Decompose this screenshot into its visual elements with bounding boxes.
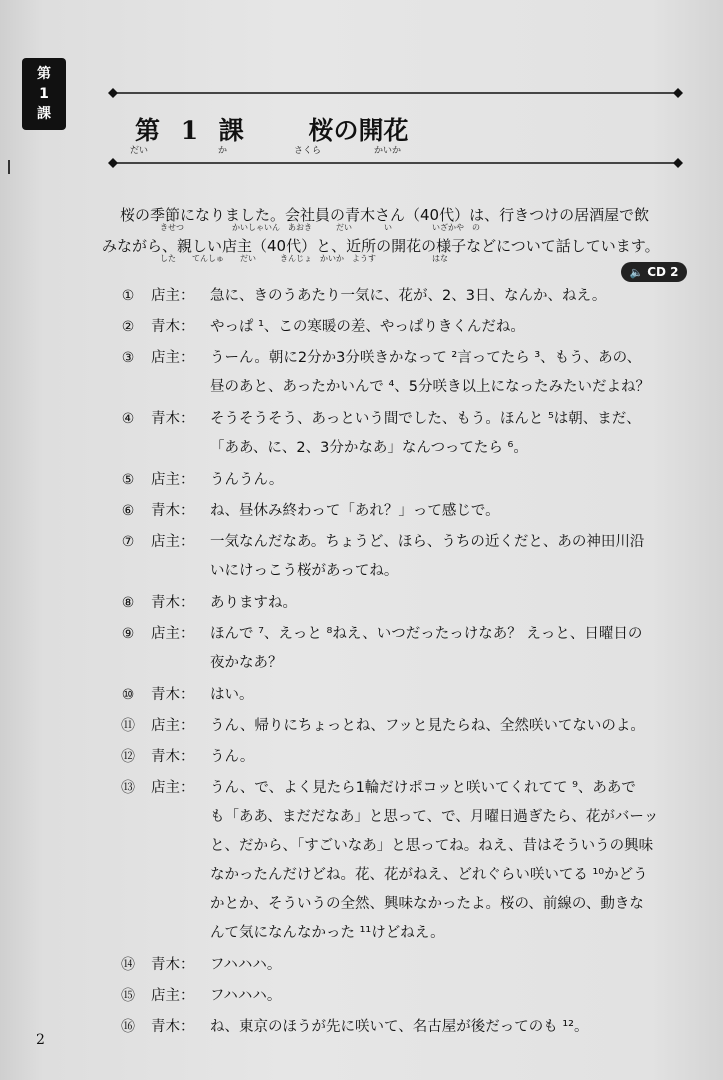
utterance-text: はい。	[210, 687, 254, 703]
line-number: ②	[121, 319, 135, 335]
utterance-text: そうそうそう、あっという間でした、もう。ほんと ⁵は朝、まだ、	[210, 411, 641, 427]
utterance-text: やっぱ ¹、この寒暖の差、やっぱりきくんだね。	[210, 319, 525, 335]
line-number: ⑤	[121, 472, 135, 488]
utterance-text: 「ああ、に、2、3分かなあ」なんつってたら ⁶。	[210, 440, 528, 456]
line-number: ⑥	[121, 503, 135, 519]
speaker-name: 青木：	[151, 687, 195, 703]
utterance-text: うん、で、よく見たら1輪だけポコッと咲いてくれてて ⁹、ああで	[210, 780, 636, 796]
utterance-text: フハハハ。	[210, 957, 282, 973]
utterance-text: うん。	[210, 749, 255, 765]
lesson-name: 桜の開花	[308, 116, 409, 145]
lesson-side-tab	[22, 58, 66, 130]
lesson-label: 第 1 課	[135, 116, 250, 145]
line-number: ⑪	[121, 718, 135, 734]
side-tab-line3: 課	[37, 106, 51, 122]
speaker-name: 店主：	[151, 350, 195, 366]
utterance-text: 急に、きのうあたり一気に、花が、2、3日、なんか、ねえ。	[210, 288, 607, 304]
utterance-text: も「ああ、まだだなあ」と思って、で、月曜日過ぎたら、花がバーッ	[210, 809, 659, 825]
utterance-text: 夜かなあ？	[210, 655, 283, 671]
ruby-dai: だい	[130, 146, 149, 156]
intro-ruby-2: した てんしゅ だい きんじょ かいか ようす はな	[160, 254, 448, 263]
speaker-name: 店主：	[151, 534, 195, 550]
cd-track-badge[interactable]	[621, 262, 687, 282]
title-top-rule	[108, 88, 683, 96]
speaker-name: 店主：	[151, 288, 195, 304]
line-number: ⑩	[121, 687, 135, 703]
utterance-text: うんうん。	[210, 472, 284, 488]
ruby-ka: か	[218, 146, 228, 156]
utterance-text: 一気なんだなあ。ちょうど、ほら、うちの近くだと、あの神田川沿	[210, 534, 645, 550]
ruby-sakura: さくら	[294, 146, 322, 156]
utterance-text: んて気になんなかった ¹¹けどねえ。	[210, 925, 445, 941]
speaker-name: 店主：	[151, 626, 195, 642]
speaker-name: 青木：	[151, 319, 195, 335]
line-number: ⑦	[121, 534, 135, 550]
speaker-name: 青木：	[151, 411, 195, 427]
utterance-text: ね、東京のほうが先に咲いて、名古屋が後だってのも ¹²。	[210, 1019, 589, 1035]
utterance-text: なかったんだけどね。花、花がねえ、どれぐらい咲いてる ¹⁰かどう	[210, 867, 648, 883]
line-number: ⑯	[121, 1019, 135, 1035]
intro-line-1: 桜の季節になりました。会社員の青木さん（40代）は、行きつけの居酒屋で飲	[120, 206, 650, 224]
utterance-text: うーん。朝に2分か3分咲きかなって ²言ってたら ³、もう、あの、	[210, 350, 642, 366]
line-number: ⑬	[121, 780, 135, 796]
speaker-name: 青木：	[151, 503, 195, 519]
speaker-name: 店主：	[151, 780, 195, 796]
speaker-name: 青木：	[151, 957, 195, 973]
speaker-icon: 🔈	[629, 265, 644, 279]
line-number: ⑮	[121, 988, 135, 1004]
utterance-text: 昼のあと、あったかいんで ⁴、5分咲き以上になったみたいだよね？	[210, 379, 650, 395]
cd-label: CD 2	[647, 265, 679, 279]
utterance-text: と、だから、「すごいなあ」と思ってね。ねえ、昔はそういうの興味	[210, 838, 654, 854]
line-number: ⑧	[121, 595, 135, 611]
utterance-text: ほんで ⁷、えっと ⁸ねえ、いつだったっけなあ？ えっと、日曜日の	[210, 626, 643, 642]
utterance-text: ありますね。	[210, 595, 297, 611]
speaker-name: 店主：	[151, 718, 195, 734]
margin-tick	[8, 160, 10, 174]
utterance-text: いにけっこう桜があってね。	[210, 563, 399, 579]
intro-line-2: みながら、親しい店主（40代）と、近所の開花の様子などについて話しています。	[102, 237, 660, 255]
line-number: ①	[121, 288, 135, 304]
title-bottom-rule	[108, 158, 683, 166]
side-tab-line1: 第	[37, 66, 51, 82]
line-number: ③	[121, 350, 135, 366]
line-number: ④	[121, 411, 135, 427]
utterance-text: ね、昼休み終わって「あれ？」って感じで。	[210, 503, 500, 519]
utterance-text: かとか、そういうの全然、興味なかったよ。桜の、前線の、動きな	[210, 896, 644, 912]
speaker-name: 青木：	[151, 595, 195, 611]
utterance-text: うん、帰りにちょっとね、フッと見たらね、全然咲いてないのよ。	[210, 718, 645, 734]
speaker-name: 青木：	[151, 1019, 195, 1035]
speaker-name: 店主：	[151, 988, 195, 1004]
speaker-name: 青木：	[151, 749, 195, 765]
speaker-name: 店主：	[151, 472, 195, 488]
lesson-title	[135, 111, 409, 147]
line-number: ⑨	[121, 626, 135, 642]
line-number: ⑫	[121, 749, 135, 765]
side-tab-line2: 1	[39, 86, 49, 102]
line-number: ⑭	[121, 957, 135, 973]
intro-ruby-1: きせつ かいしゃいん あおき だい い いざかや の	[160, 223, 480, 232]
utterance-text: フハハハ。	[210, 988, 282, 1004]
page-number: 2	[36, 1032, 45, 1048]
ruby-kaika: かいか	[374, 146, 402, 156]
